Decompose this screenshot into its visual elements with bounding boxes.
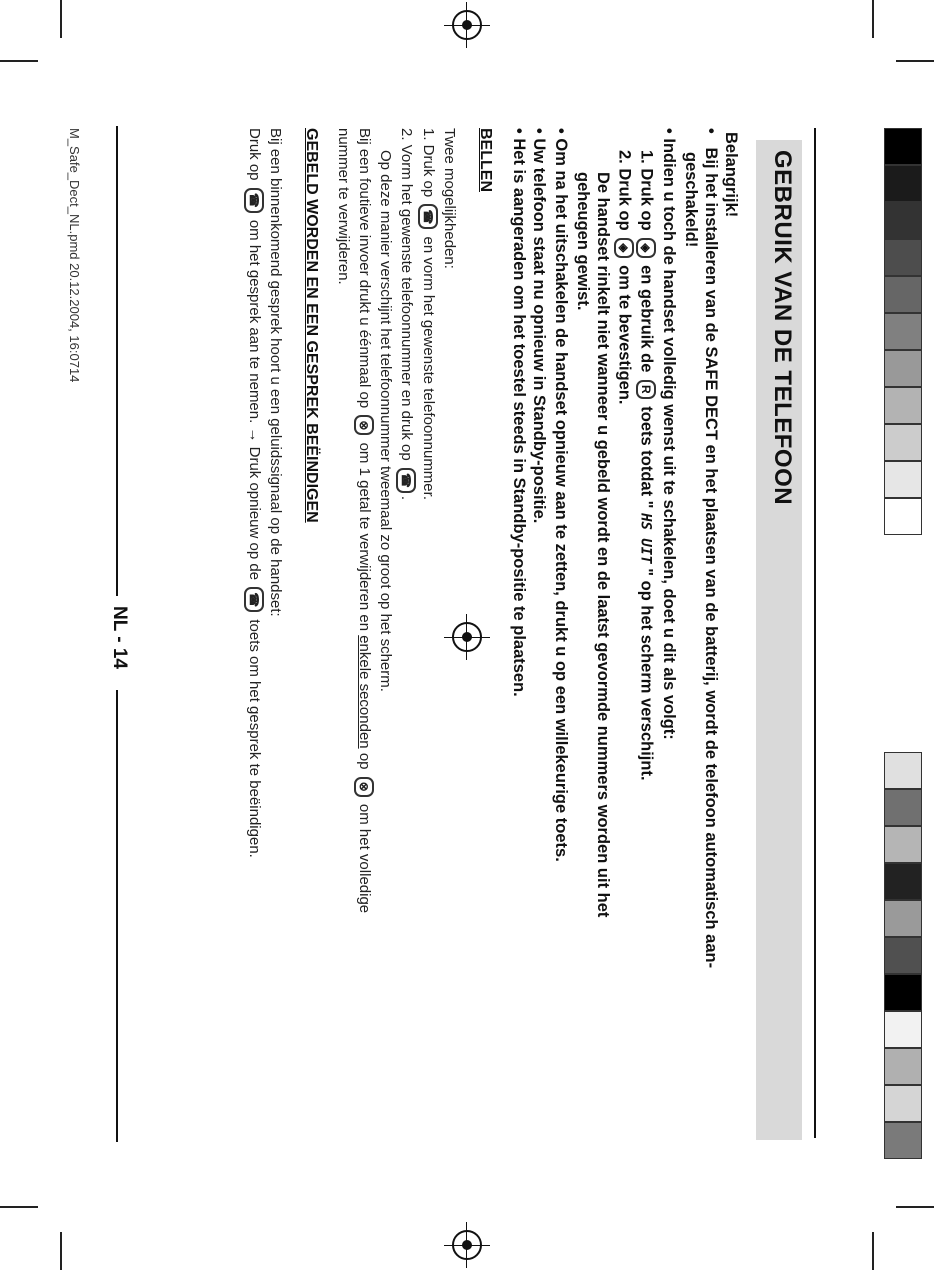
crop-mark — [0, 1206, 38, 1208]
color-swatch — [884, 974, 922, 1011]
footer-rule-right — [116, 690, 118, 1142]
footer-rule-left — [116, 126, 118, 596]
clear-key-icon: ⊗ — [354, 415, 374, 435]
top-rule — [814, 128, 816, 1138]
section-heading-gebeld: GEBELD WORDEN EN EEN GESPREK BEËINDIGEN — [303, 128, 320, 523]
registration-target — [452, 10, 482, 40]
crop-mark — [872, 1232, 874, 1270]
call-key-icon: ☎ — [244, 188, 264, 213]
r-key-icon: R — [636, 380, 656, 399]
note-line-2: geheugen gewist. — [574, 172, 592, 311]
nav-key-icon: ◈ — [614, 238, 634, 257]
bellen-intro: Twee mogelijkheden: — [441, 128, 458, 269]
color-swatch — [884, 202, 922, 239]
nav-key-icon: ◈ — [636, 238, 656, 257]
lcd-text: HS UIT — [637, 513, 654, 564]
crop-mark — [0, 60, 38, 62]
gebeld-line-2: Druk op ☎ om het gesprek aan te nemen. → Druk opnieuw op de ☎ toets om het gesprek te beëindigen. — [244, 128, 264, 858]
page-title: GEBRUIK VAN DE TELEFOON — [769, 150, 796, 506]
important-bullet-3: • Om na het uitschakelen de handset opnieuw aan te zetten, drukt u op een willekeurige toets. — [552, 128, 570, 862]
file-stamp: M_Safe_Dect_NL.pmd 20.12.2004, 16:0714 — [67, 128, 82, 383]
color-swatch — [884, 276, 922, 313]
bellen-error-line-2: nummer te verwijderen. — [335, 128, 352, 285]
section-heading-bellen: BELLEN — [477, 128, 494, 192]
color-swatch — [884, 752, 922, 789]
color-swatch — [884, 461, 922, 498]
call-key-icon: ☎ — [418, 204, 438, 229]
important-bullet-2: • Indien u toch de handset volledig wenst uit te schakelen, doet u dit als volgt: — [660, 128, 678, 740]
bellen-item-2: 2. Vorm het gewenste telefoonnummer en druk op ☎. — [396, 128, 416, 500]
color-swatch — [884, 387, 922, 424]
color-swatch — [884, 1048, 922, 1085]
important-heading: Belangrijk! — [722, 132, 740, 218]
color-swatch — [884, 900, 922, 937]
step-1: 1. Druk op ◈ en gebruik de R toets totdat " HS UIT " op het scherm verschijnt. — [637, 150, 656, 781]
important-bullet-5: • Het is aangeraden om het toestel steeds in Standby-positie te plaatsen. — [510, 128, 528, 697]
color-swatch — [884, 165, 922, 202]
color-swatch — [884, 1122, 922, 1159]
color-swatch — [884, 789, 922, 826]
crop-mark — [60, 0, 62, 38]
color-swatch — [884, 313, 922, 350]
gebeld-line-1: Bij een binnenkomend gesprek hoort u een geluidssignaal op de handset: — [267, 128, 284, 617]
color-swatch — [884, 1085, 922, 1122]
crop-mark — [896, 60, 934, 62]
call-key-icon: ☎ — [396, 468, 416, 493]
crop-mark — [872, 0, 874, 38]
color-swatch — [884, 1011, 922, 1048]
call-key-icon: ☎ — [244, 587, 264, 612]
note-line-1: De handset rinkelt niet wanneer u gebeld wordt en de laatst gevormde nummers worden uit het — [594, 172, 612, 918]
step-2: 2. Druk op ◈ om te bevestigen. — [615, 150, 634, 405]
important-bullet-4: • Uw telefoon staat nu opnieuw in Standby-positie. — [530, 128, 548, 524]
bellen-item-1: 1. Druk op ☎ en vorm het gewenste telefoonnummer. — [418, 128, 438, 500]
registration-target — [452, 1230, 482, 1260]
bellen-error-line: Bij een foutieve invoer drukt u éénmaal op ⊗ om 1 getal te verwijderen en enkele seconden op ⊗ om het volledige — [354, 128, 374, 913]
crop-mark — [60, 1232, 62, 1270]
registration-target — [452, 622, 482, 652]
bellen-item-2-note: Op deze manier verschijnt het telefoonnummer tweemaal zo groot op het scherm. — [377, 150, 394, 692]
crop-mark — [896, 1206, 934, 1208]
color-swatch — [884, 350, 922, 387]
color-bar-right — [884, 752, 922, 1159]
color-swatch — [884, 498, 922, 535]
important-bullet-1-cont: geschakeld! — [682, 152, 700, 248]
grayscale-bar-left — [884, 128, 922, 535]
important-bullet-1: • Bij het installeren van de SAFE DECT en het plaatsen van de batterij, wordt de telefoon automatisch aan- — [702, 128, 720, 969]
clear-key-icon: ⊗ — [354, 777, 374, 797]
color-swatch — [884, 239, 922, 276]
page-number: NL - 14 — [109, 606, 130, 670]
color-swatch — [884, 937, 922, 974]
color-swatch — [884, 128, 922, 165]
color-swatch — [884, 424, 922, 461]
color-swatch — [884, 826, 922, 863]
color-swatch — [884, 863, 922, 900]
